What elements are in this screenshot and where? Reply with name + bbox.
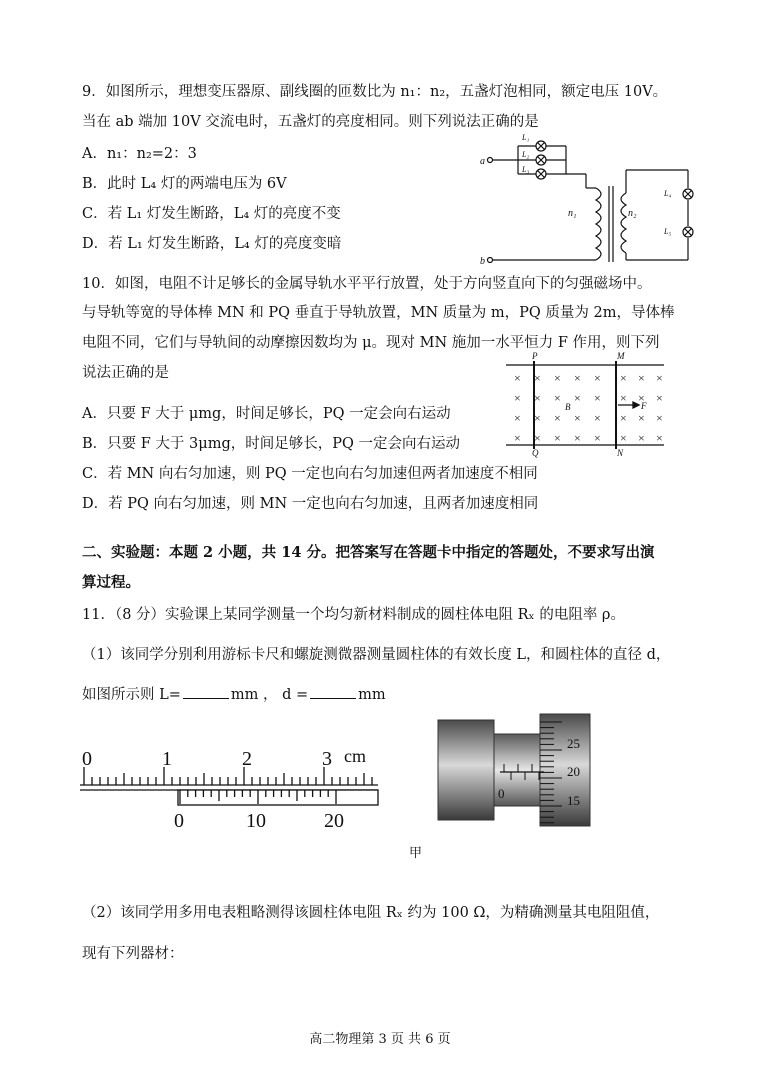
field-b-label: B [565,402,571,412]
q9-option-c: C．若 L₁ 灯发生断路，L₄ 灯的亮度不变 [82,206,341,222]
q10-stem-line3: 电阻不同，它们与导轨间的动摩擦因数均为 μ。现对 MN 施加一水平恒力 F 作用，则下列 [82,335,660,351]
q9-option-a: A．n₁：n₂=2：3 [82,146,197,162]
primary-turns-label: n₁ [568,208,577,219]
field-cross-mark: × [534,431,541,445]
lamp-l4-label: L₄ [664,189,672,198]
field-cross-mark: × [638,431,645,445]
field-cross-mark: × [638,411,645,425]
lamp-l3-label: L₃ [522,165,530,174]
field-cross-mark: × [594,391,601,405]
main-scale-label-1: 1 [162,748,172,770]
q11-part1-mid: mm ， d = [230,687,309,703]
thimble-label-25: 25 [567,736,580,751]
main-scale-unit: cm [344,746,366,766]
lamp-l5-label: L₅ [664,227,672,236]
field-cross-mark: × [656,431,663,445]
field-cross-mark: × [594,411,601,425]
field-cross-mark: × [514,431,521,445]
q11-part2-line1: （2）该同学用多用电表粗略测得该圆柱体电阻 Rₓ 约为 100 Ω，为精确测量其电阻阻值， [82,905,660,921]
q10-option-b: B．只要 F 大于 3μmg，时间足够长，PQ 一定会向右运动 [82,436,460,452]
field-cross-mark: × [574,371,581,385]
field-cross-mark: × [656,391,663,405]
terminal-b-label: b [480,256,485,267]
rod-n-label: N [617,448,624,458]
q9-stem-line2: 当在 ab 端加 10V 交流电时，五盏灯的亮度相同。则下列说法正确的是 [82,114,539,130]
q10-option-a: A．只要 F 大于 μmg，时间足够长，PQ 一定会向右运动 [82,406,451,422]
q11-part1-prefix: 如图所示则 L= [82,687,181,703]
field-cross-mark: × [554,391,561,405]
field-cross-mark: × [656,371,663,385]
rod-q-label: Q [532,448,539,458]
field-cross-mark: × [620,371,627,385]
thimble-label-15: 15 [567,793,580,808]
field-cross-mark: × [574,391,581,405]
field-cross-mark: × [534,411,541,425]
vernier-caliper-figure [78,740,388,835]
q11-part1-suffix: mm [358,687,386,703]
lamp-l1-label: L₁ [522,133,530,142]
q10-option-d: D．若 PQ 向右匀加速，则 MN 一定也向右匀加速，且两者加速度相同 [82,496,539,512]
section2-heading-line2: 算过程。 [82,574,140,591]
section2-heading-line1: 二、实验题：本题 2 小题，共 14 分。把答案写在答题卡中指定的答题处，不要求写出演 [82,544,655,561]
q9-option-b: B．此时 L₄ 灯的两端电压为 6V [82,176,287,192]
transformer-circuit-figure [478,128,698,268]
answer-blank-l[interactable] [183,686,229,699]
field-cross-mark: × [620,411,627,425]
page-footer: 高二物理第 3 页 共 6 页 [309,1032,451,1047]
field-cross-mark: × [594,371,601,385]
micrometer-figure [436,712,606,828]
rod-m-label: M [617,351,625,361]
main-scale-label-3: 3 [322,748,332,770]
field-cross-mark: × [594,431,601,445]
main-scale-label-2: 2 [242,748,252,770]
field-cross-mark: × [514,411,521,425]
terminal-a-label: a [480,156,485,167]
rails-magnetic-field-figure [504,350,674,460]
field-cross-mark: × [574,431,581,445]
q10-stem-line2: 与导轨等宽的导体棒 MN 和 PQ 垂直于导轨放置，MN 质量为 m，PQ 质量为 2m，导体棒 [82,305,675,321]
q10-stem-line4: 说法正确的是 [82,365,169,381]
field-cross-mark: × [554,431,561,445]
q11-part1-line1: （1）该同学分别利用游标卡尺和螺旋测微器测量圆柱体的有效长度 L，和圆柱体的直径 d， [82,647,671,663]
field-cross-mark: × [554,411,561,425]
q11-stem: 11．（8 分）实验课上某同学测量一个均匀新材料制成的圆柱体电阻 Rₓ 的电阻率 ρ。 [82,607,625,623]
lamp-l2-label: L₂ [522,150,530,159]
field-cross-mark: × [514,391,521,405]
thimble-label-20: 20 [567,764,580,779]
vernier-label-0: 0 [174,810,184,832]
field-cross-mark: × [574,411,581,425]
field-cross-mark: × [620,431,627,445]
q10-option-c: C．若 MN 向右匀加速，则 PQ 一定也向右匀加速但两者加速度不相同 [82,466,538,482]
vernier-label-20: 20 [324,810,344,832]
q9-stem-line1: 9．如图所示，理想变压器原、副线圈的匝数比为 n₁：n₂，五盏灯泡相同，额定电压 10V。 [82,84,668,100]
rod-p-label: P [532,351,538,361]
q11-part1-answer-line [82,685,386,705]
field-cross-mark: × [638,391,645,405]
field-cross-mark: × [514,371,521,385]
field-cross-mark: × [554,371,561,385]
field-cross-mark: × [534,391,541,405]
secondary-turns-label: n₂ [628,208,637,219]
field-cross-mark: × [620,391,627,405]
force-f-label: F [641,401,647,411]
q10-stem-line1: 10．如图，电阻不计足够长的金属导轨水平平行放置，处于方向竖直向下的匀强磁场中。 [82,276,652,292]
micrometer-caption: 甲 [409,846,423,861]
field-cross-mark: × [534,371,541,385]
vernier-label-10: 10 [246,810,266,832]
answer-blank-d[interactable] [310,686,356,699]
field-cross-mark: × [656,411,663,425]
sleeve-label-0: 0 [498,786,505,801]
field-cross-mark: × [638,371,645,385]
main-scale-label-0: 0 [82,748,92,770]
q11-part2-line2: 现有下列器材： [82,946,184,962]
q9-option-d: D．若 L₁ 灯发生断路，L₄ 灯的亮度变暗 [82,236,342,252]
